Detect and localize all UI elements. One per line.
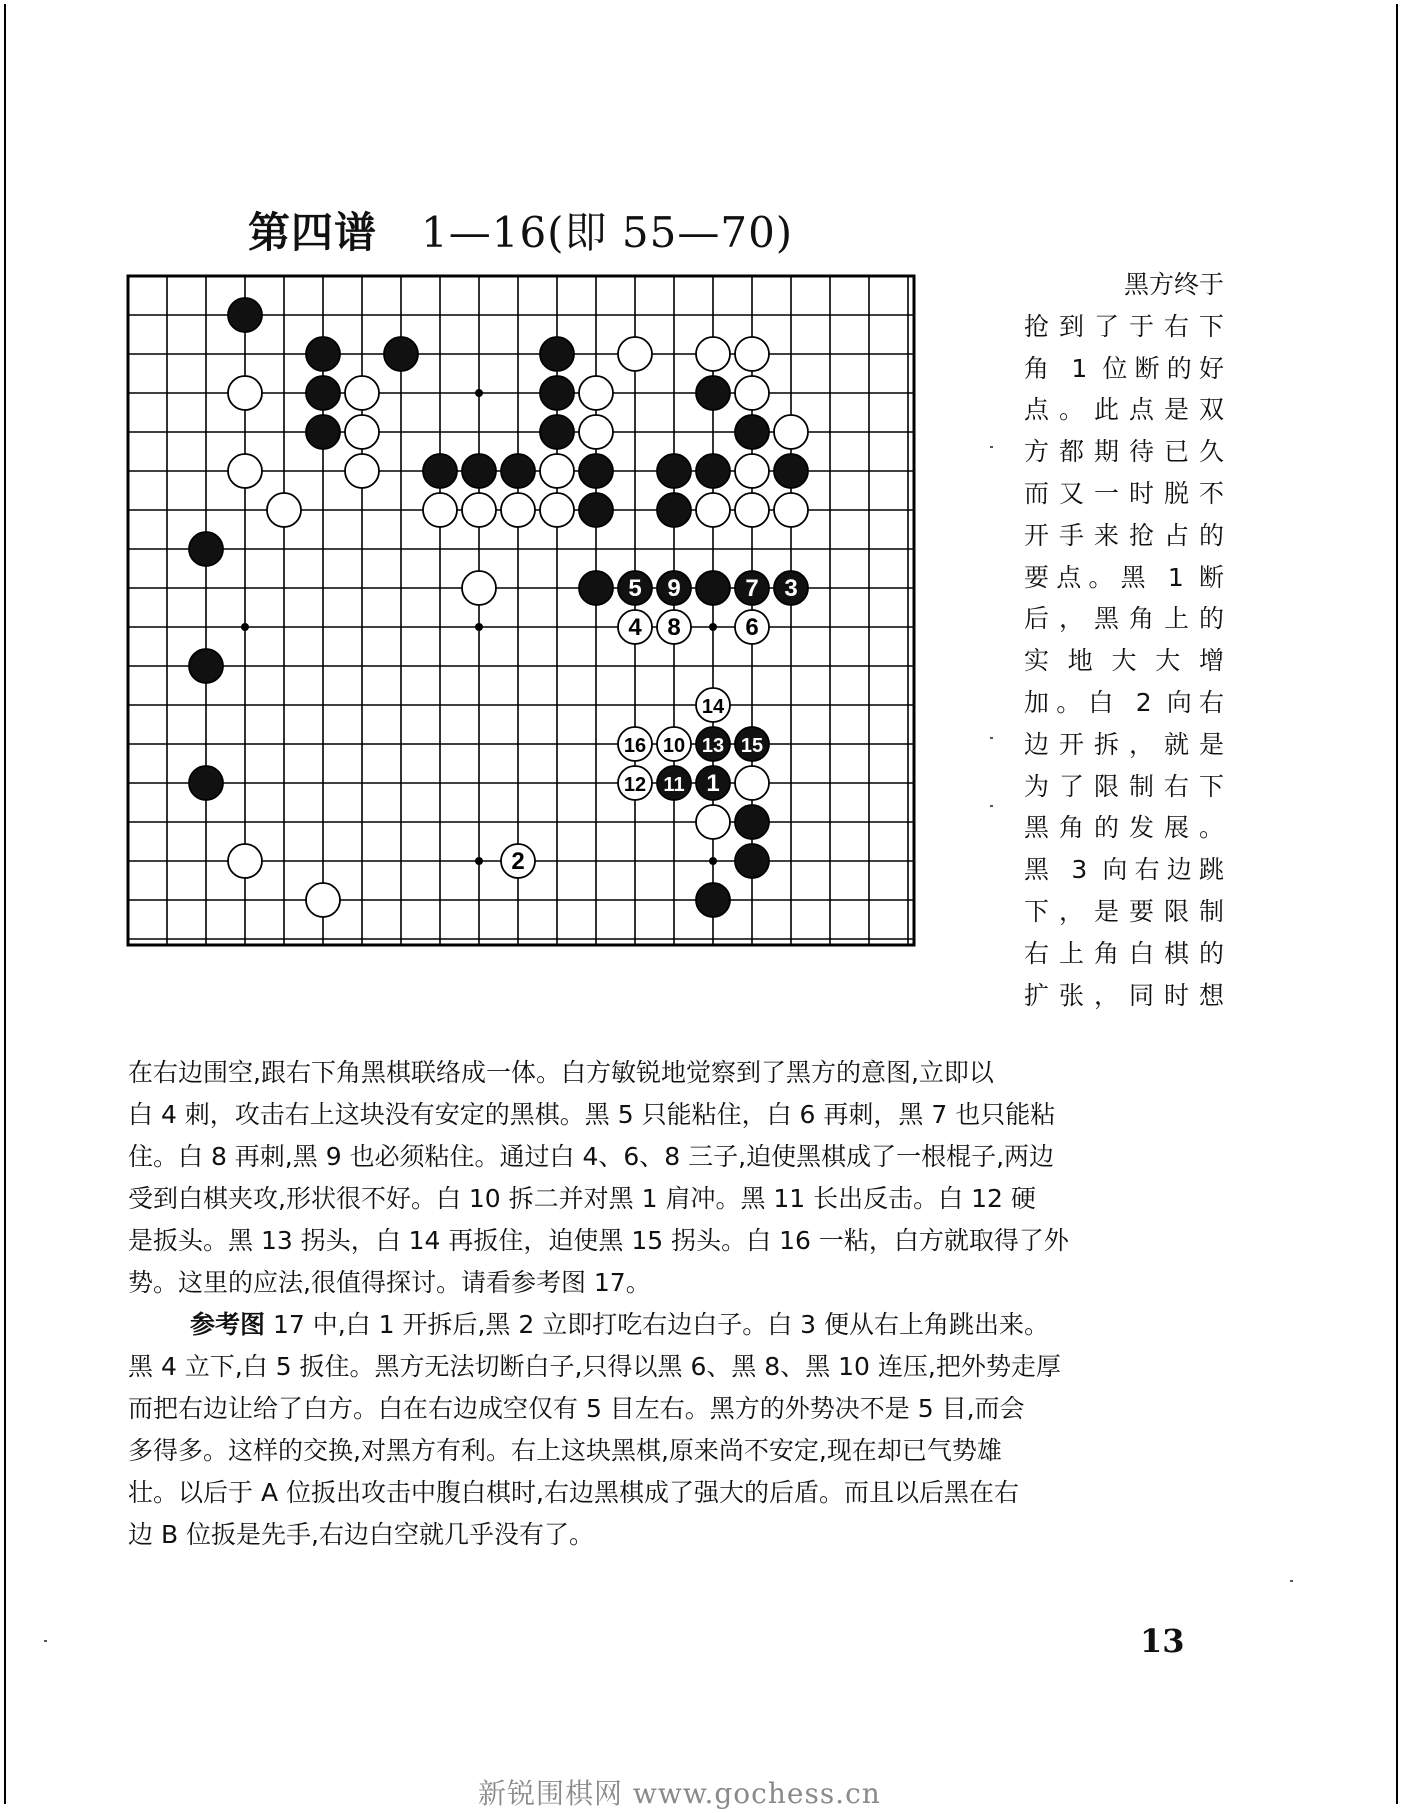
move-number: 7 <box>745 575 759 602</box>
side-text-line: 加。白 2 向右 <box>1024 687 1224 717</box>
white-stone <box>735 766 769 800</box>
black-stone <box>423 454 457 488</box>
body-text-line: 壮。以后于 A 位扳出攻击中腹白棋时,右边黑棋成了强大的后盾。而且以后黑在右 <box>128 1478 1019 1507</box>
body-text-line: 多得多。这样的交换,对黑方有利。右上这块黑棋,原来尚不安定,现在却已气势雄 <box>128 1436 1002 1465</box>
reference-figure-label: 参考图 <box>190 1310 266 1339</box>
white-stone <box>774 493 808 527</box>
black-stone <box>774 454 808 488</box>
body-text-line: 势。这里的应法,很值得探讨。请看参考图 17。 <box>128 1268 651 1297</box>
side-text-line: 边开拆，就是 <box>1024 729 1224 759</box>
side-text-line: 而又一时脱不 <box>1024 478 1224 508</box>
black-stone <box>696 454 730 488</box>
move-number: 9 <box>667 575 681 602</box>
black-stone <box>306 376 340 410</box>
white-stone <box>345 454 379 488</box>
black-stone <box>228 298 262 332</box>
go-diagram <box>124 272 958 1006</box>
white-stone <box>540 493 574 527</box>
side-text-line: 黑角的发展。 <box>1024 813 1224 843</box>
side-text-line: 为了限制右下 <box>1024 771 1224 801</box>
black-stone <box>696 571 730 605</box>
black-stone <box>540 415 574 449</box>
body-text-line: 受到白棋夹攻,形状很不好。白 10 拆二并对黑 1 肩冲。黑 11 长出反击。白 12 硬 <box>128 1184 1036 1213</box>
white-stone <box>696 805 730 839</box>
white-stone <box>579 415 613 449</box>
white-stone <box>696 493 730 527</box>
black-stone <box>735 727 769 761</box>
white-stone <box>579 376 613 410</box>
black-stone <box>735 415 769 449</box>
body-text-line <box>128 1304 1224 1346</box>
move-number: 3 <box>784 575 798 602</box>
star-point <box>709 623 717 631</box>
white-stone <box>306 883 340 917</box>
body-text-run: 17 中,白 1 开拆后,黑 2 立即打吃右边白子。白 3 便从右上角跳出来。 <box>265 1310 1050 1339</box>
white-stone <box>696 337 730 371</box>
white-stone <box>267 493 301 527</box>
side-text-line: 右上角白棋的 <box>1024 938 1224 968</box>
black-stone <box>579 454 613 488</box>
move-range: 1—16(即 55—70) <box>421 208 794 257</box>
side-text-line: 角 1 位断的好 <box>1024 353 1224 383</box>
white-stone <box>345 415 379 449</box>
white-stone <box>345 376 379 410</box>
white-stone <box>228 376 262 410</box>
star-point <box>475 389 483 397</box>
body-text-line: 边 B 位扳是先手,右边白空就几乎没有了。 <box>128 1520 594 1549</box>
move-number: 1 <box>706 770 720 797</box>
black-stone <box>657 766 691 800</box>
side-text-line: 扩张，同时想 <box>1024 980 1224 1010</box>
side-text-line: 要点。黑 1 断 <box>1024 562 1224 592</box>
white-stone <box>540 454 574 488</box>
move-number: 13 <box>701 735 725 757</box>
body-text-line: 在右边围空,跟右下角黑棋联络成一体。白方敏锐地觉察到了黑方的意图,立即以 <box>128 1058 994 1087</box>
white-stone <box>618 610 652 644</box>
black-stone <box>696 727 730 761</box>
white-stone <box>618 337 652 371</box>
black-stone <box>696 766 730 800</box>
white-stone <box>735 493 769 527</box>
main-commentary <box>128 1052 1224 1556</box>
white-stone <box>228 844 262 878</box>
black-stone <box>657 454 691 488</box>
black-stone <box>384 337 418 371</box>
white-stone <box>618 727 652 761</box>
side-text-line: 黑方终于 <box>1123 270 1224 299</box>
white-stone <box>501 493 535 527</box>
black-stone <box>774 571 808 605</box>
scan-speck <box>990 805 993 807</box>
black-stone <box>696 883 730 917</box>
white-stone <box>423 493 457 527</box>
black-stone <box>540 337 574 371</box>
black-stone <box>696 376 730 410</box>
side-text-line: 实 地 大 大 增 <box>1024 646 1224 676</box>
white-stone <box>618 766 652 800</box>
body-text-line: 黑 4 立下,白 5 扳住。黑方无法切断白子,只得以黑 6、黑 8、黑 10 连压,把外势走厚 <box>128 1352 1061 1381</box>
star-point <box>475 857 483 865</box>
side-text-line: 抢到了于右下 <box>1024 311 1224 341</box>
star-point <box>475 623 483 631</box>
star-point <box>709 857 717 865</box>
move-number: 10 <box>662 735 686 757</box>
black-stone <box>306 337 340 371</box>
star-point <box>241 623 249 631</box>
side-text-line: 黑 3 向右边跳 <box>1024 855 1224 885</box>
white-stone <box>735 376 769 410</box>
side-text-line: 点。此点是双 <box>1024 395 1224 425</box>
black-stone <box>189 532 223 566</box>
side-text-line: 方都期待已久 <box>1024 437 1224 467</box>
black-stone <box>306 415 340 449</box>
black-stone <box>657 493 691 527</box>
black-stone <box>462 454 496 488</box>
white-stone <box>462 571 496 605</box>
move-number: 12 <box>623 774 647 796</box>
black-stone <box>618 571 652 605</box>
move-number: 14 <box>701 696 725 718</box>
move-number: 5 <box>628 575 642 602</box>
move-number: 6 <box>745 614 759 641</box>
black-stone <box>189 766 223 800</box>
side-text-line: 开手来抢占的 <box>1024 520 1224 550</box>
white-stone <box>774 415 808 449</box>
body-text-line: 白 4 刺，攻击右上这块没有安定的黑棋。黑 5 只能粘住，白 6 再刺，黑 7 也只能粘 <box>128 1100 1056 1129</box>
black-stone <box>579 571 613 605</box>
body-text-line: 而把右边让给了白方。白在右边成空仅有 5 目左右。黑方的外势决不是 5 目,而会 <box>128 1394 1025 1423</box>
white-stone <box>501 844 535 878</box>
white-stone <box>462 493 496 527</box>
move-number: 4 <box>628 614 642 641</box>
side-text-line: 后，黑角上的 <box>1024 604 1224 634</box>
move-number: 11 <box>663 774 685 796</box>
black-stone <box>501 454 535 488</box>
white-stone <box>735 337 769 371</box>
scan-speck <box>1290 1580 1293 1582</box>
white-stone <box>657 727 691 761</box>
scan-speck <box>44 1640 47 1642</box>
go-board <box>124 272 958 1006</box>
move-number: 15 <box>740 735 764 757</box>
move-number: 16 <box>623 735 647 757</box>
black-stone <box>579 493 613 527</box>
black-stone <box>189 649 223 683</box>
scan-speck <box>990 446 993 448</box>
body-text-line: 住。白 8 再刺,黑 9 也必须粘住。通过白 4、6、8 三子,迫使黑棋成了一根棍子,两边 <box>128 1142 1055 1171</box>
body-text-line: 是扳头。黑 13 拐头，白 14 再扳住，迫使黑 15 拐头。白 16 一粘，白方就取得了外 <box>128 1226 1069 1255</box>
white-stone <box>735 610 769 644</box>
black-stone <box>735 805 769 839</box>
white-stone <box>228 454 262 488</box>
black-stone <box>657 571 691 605</box>
white-stone <box>735 454 769 488</box>
page-number: 13 <box>1140 1622 1185 1660</box>
chapter-label: 第四谱 <box>248 208 378 257</box>
black-stone <box>540 376 574 410</box>
move-number: 2 <box>511 848 525 875</box>
white-stone <box>696 688 730 722</box>
side-commentary <box>1024 264 1224 1016</box>
black-stone <box>735 844 769 878</box>
watermark: 新锐围棋网 www.gochess.cn <box>478 1777 881 1810</box>
page-title <box>248 200 793 260</box>
scan-speck <box>990 737 993 739</box>
side-text-line: 下，是要限制 <box>1024 896 1224 926</box>
white-stone <box>657 610 691 644</box>
move-number: 8 <box>667 614 681 641</box>
black-stone <box>735 571 769 605</box>
